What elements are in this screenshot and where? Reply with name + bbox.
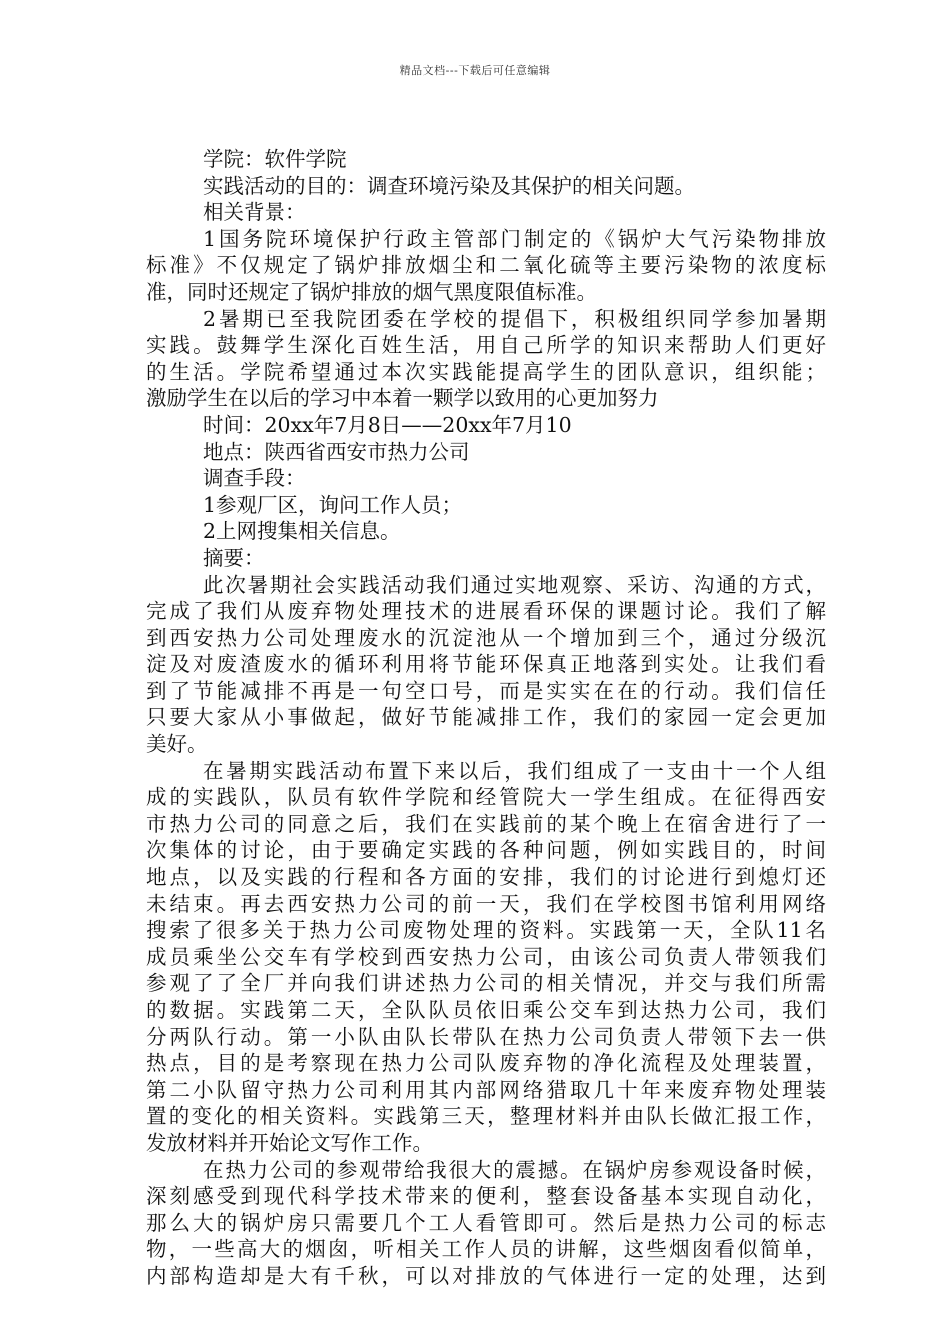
text-line: 激励学生在以后的学习中本着一颗学以致用的心更加努力 [146, 386, 659, 411]
text-line: 地点，以及实践的行程和各方面的安排，我们的讨论进行到熄灯还 [146, 865, 826, 890]
text-line: 成员乘坐公交车有学校到西安热力公司，由该公司负责人带领我们 [146, 944, 826, 969]
text-line: 时间：20xx年7月8日——20xx年7月10 [203, 412, 572, 437]
text-line: 实践。鼓舞学生深化百姓生活，用自己所学的知识来帮助人们更好 [146, 333, 826, 358]
text-line: 内部构造却是大有千秋，可以对排放的气体进行一定的处理，达到 [146, 1263, 826, 1288]
text-line: 2上网搜集相关信息。 [203, 519, 401, 544]
page-header: 精品文档---下载后可任意编辑 [399, 64, 551, 77]
text-line: 只要大家从小事做起，做好节能减排工作，我们的家园一定会更加 [146, 705, 826, 730]
text-line: 市热力公司的同意之后，我们在实践前的某个晚上在宿舍进行了一 [146, 811, 826, 836]
text-line: 那么大的锅炉房只需要几个工人看管即可。然后是热力公司的标志 [146, 1210, 826, 1235]
text-line: 发放材料并开始论文写作工作。 [146, 1130, 433, 1155]
text-line: 淀及对废渣废水的循环利用将节能环保真正地落到实处。让我们看 [146, 652, 826, 677]
text-line: 物，一些高大的烟囱，听相关工作人员的讲解，这些烟囱看似简单， [146, 1237, 826, 1262]
text-line: 摘要： [203, 545, 265, 570]
text-line: 的数据。实践第二天，全队队员依旧乘公交车到达热力公司，我们 [146, 998, 826, 1022]
text-line: 标准》不仅规定了锅炉排放烟尘和二氧化硫等主要污染物的浓度标 [146, 253, 826, 278]
text-line: 到西安热力公司处理废水的沉淀池从一个增加到三个，通过分级沉 [146, 625, 826, 650]
text-line: 参观了了全厂并向我们讲述热力公司的相关情况，并交与我们所需 [146, 971, 826, 996]
text-line: 美好。 [146, 732, 208, 757]
text-line: 第二小队留守热力公司利用其内部网络猎取几十年来废弃物处理装 [146, 1077, 826, 1102]
text-line: 此次暑期社会实践活动我们通过实地观察、采访、沟通的方式， [203, 572, 826, 597]
text-line: 热点，目的是考察现在热力公司队废弃物的净化流程及处理装置， [146, 1051, 826, 1076]
text-line: 实践活动的目的：调查环境污染及其保护的相关问题。 [203, 173, 695, 198]
text-line: 完成了我们从废弃物处理技术的进展看环保的课题讨论。我们了解 [146, 599, 826, 624]
text-line: 1国务院环境保护行政主管部门制定的《锅炉大气污染物排放 [203, 226, 826, 251]
text-line: 未结束。再去西安热力公司的前一天，我们在学校图书馆利用网络 [146, 891, 826, 916]
text-line: 相关背景： [203, 200, 306, 225]
text-line: 到了节能减排不再是一句空口号，而是实实在在的行动。我们信任 [146, 678, 826, 703]
text-line: 在热力公司的参观带给我很大的震撼。在锅炉房参观设备时候， [203, 1157, 826, 1182]
text-line: 地点：陕西省西安市热力公司 [203, 439, 470, 464]
text-line: 1参观厂区，询问工作人员； [203, 492, 463, 517]
text-line: 分两队行动。第一小队由队长带队在热力公司负责人带领下去一供 [146, 1024, 826, 1049]
text-line: 的生活。学院希望通过本次实践能提高学生的团队意识，组织能； [146, 359, 826, 384]
text-line: 次集体的讨论，由于要确定实践的各种问题，例如实践目的，时间 [146, 838, 826, 863]
text-line: 搜索了很多关于热力公司废物处理的资料。实践第一天，全队11名 [146, 918, 826, 943]
document-body [146, 146, 826, 1290]
text-line: 深刻感受到现代科学技术带来的便利，整套设备基本实现自动化， [146, 1184, 826, 1209]
text-line: 调查手段： [203, 466, 306, 491]
text-line: 在暑期实践活动布置下来以后，我们组成了一支由十一个人组 [203, 758, 826, 783]
text-line: 2暑期已至我院团委在学校的提倡下，积极组织同学参加暑期 [203, 306, 826, 331]
text-line: 学院：软件学院 [203, 147, 347, 171]
text-line: 成的实践队，队员有软件学院和经管院大一学生组成。在征得西安 [146, 785, 826, 810]
text-line: 置的变化的相关资料。实践第三天，整理材料并由队长做汇报工作， [146, 1104, 826, 1129]
text-line: 准，同时还规定了锅炉排放的烟气黑度限值标准。 [146, 279, 597, 304]
